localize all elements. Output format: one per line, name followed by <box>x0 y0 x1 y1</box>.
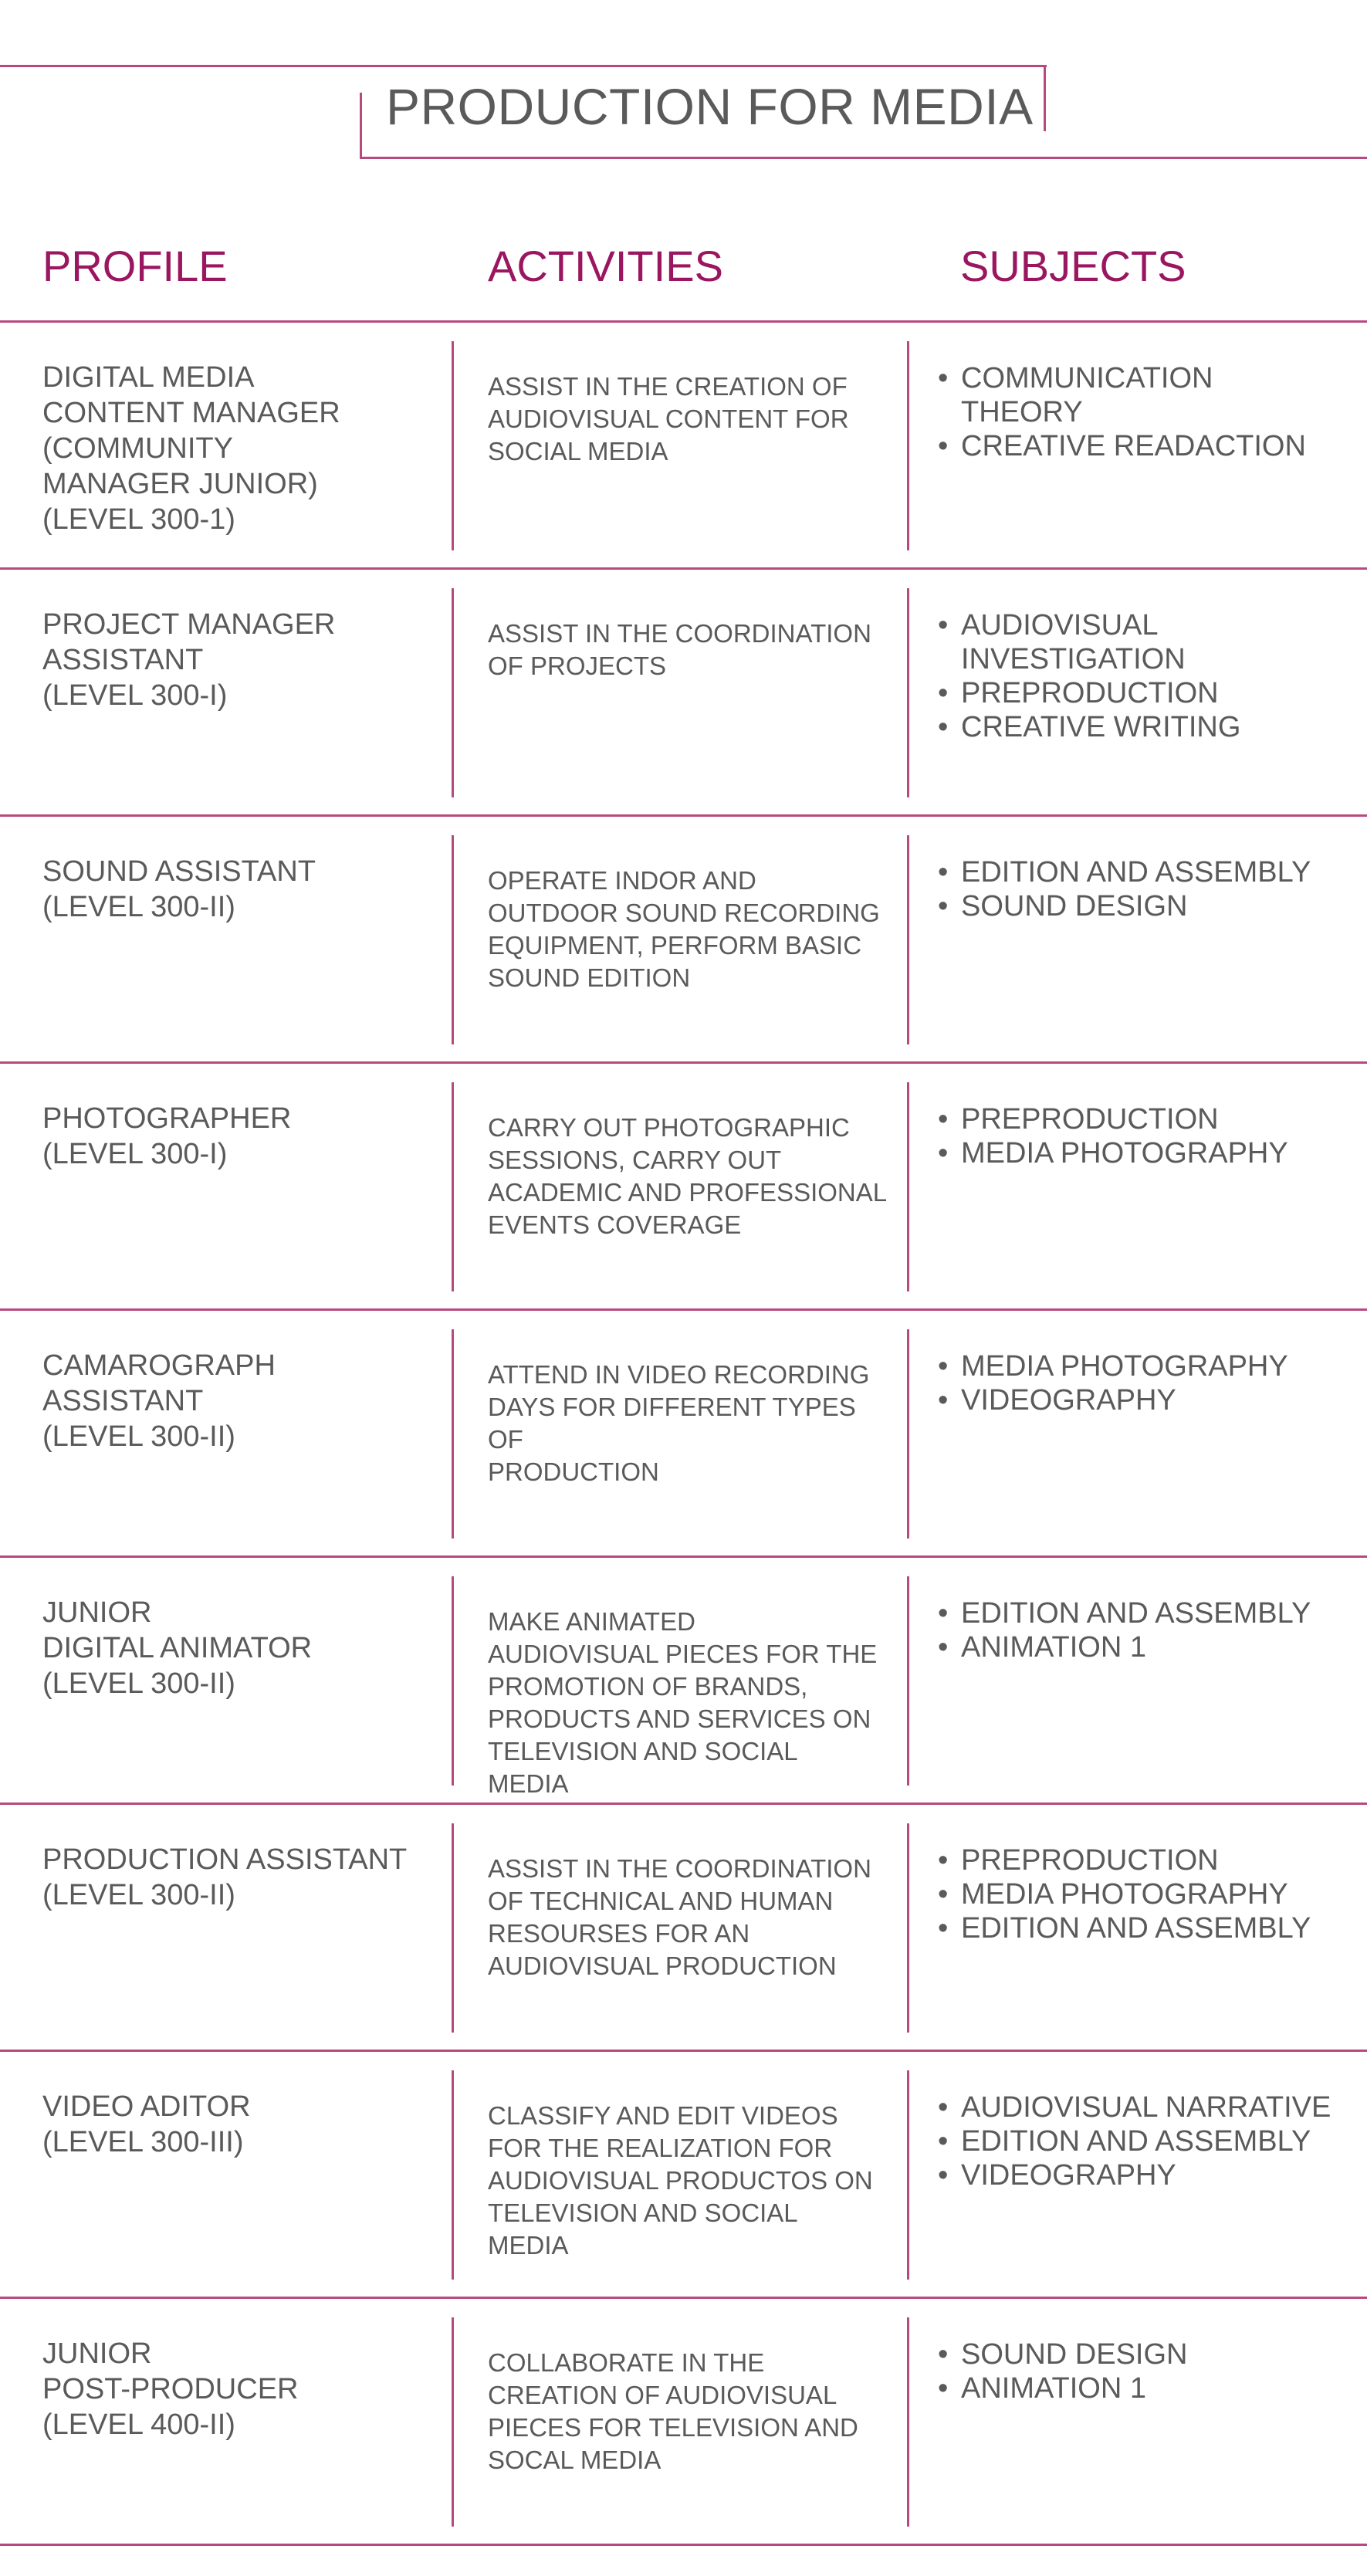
column-header-subjects: SUBJECTS <box>960 242 1186 290</box>
activity-cell: COLLABORATE IN THE CREATION OF AUDIOVISUAL PIECES FOR TELEVISION AND SOCAL MEDIA <box>488 2348 858 2474</box>
subject-item: • MEDIA PHOTOGRAPHY <box>938 1136 1359 1170</box>
subject-item: • AUDIOVISUAL INVESTIGATION <box>938 608 1359 676</box>
activity-cell: OPERATE INDOR AND OUTDOOR SOUND RECORDING EQUIPMENT, PERFORM BASIC SOUND EDITION <box>488 866 880 992</box>
column-divider <box>907 835 909 1044</box>
column-divider <box>907 341 909 550</box>
column-divider <box>907 1329 909 1538</box>
table-row <box>0 323 1367 570</box>
subject-item: • PREPRODUCTION <box>938 1843 1359 1877</box>
subject-item: • CREATIVE READACTION <box>938 429 1359 463</box>
table-row <box>0 2052 1367 2299</box>
table-row <box>0 817 1367 1064</box>
table-row <box>0 570 1367 817</box>
page-title: PRODUCTION FOR MEDIA <box>386 78 1034 135</box>
activity-cell: ASSIST IN THE COORDINATION OF PROJECTS <box>488 619 871 680</box>
subject-item: • SOUND DESIGN <box>938 2337 1359 2371</box>
title-frame-bottom-line <box>360 157 1367 159</box>
table-row <box>0 2299 1367 2546</box>
subject-item: • ANIMATION 1 <box>938 2371 1359 2405</box>
profile-cell: PRODUCTION ASSISTANT (LEVEL 300-II) <box>42 1843 408 1911</box>
subject-item: • EDITION AND ASSEMBLY <box>938 2124 1359 2158</box>
title-frame-right-tick <box>1044 65 1046 131</box>
activity-cell: MAKE ANIMATED AUDIOVISUAL PIECES FOR THE PROMOTION OF BRANDS, PRODUCTS AND SERVICES ON TELEVISION AND SOCIAL MEDIA <box>488 1607 878 1798</box>
profile-cell: CAMAROGRAPH ASSISTANT (LEVEL 300-II) <box>42 1349 276 1453</box>
activity-cell: CLASSIFY AND EDIT VIDEOS FOR THE REALIZATION FOR AUDIOVISUAL PRODUCTOS ON TELEVISION AND SOCIAL MEDIA <box>488 2101 873 2260</box>
column-divider <box>452 1329 454 1538</box>
column-divider <box>452 2070 454 2280</box>
table-row <box>0 1311 1367 1558</box>
column-divider <box>452 588 454 797</box>
table-row <box>0 1064 1367 1311</box>
column-divider <box>452 2317 454 2527</box>
subject-item: • SOUND DESIGN <box>938 889 1359 923</box>
subject-item: • EDITION AND ASSEMBLY <box>938 1911 1359 1945</box>
table-row <box>0 1558 1367 1805</box>
subject-item: • AUDIOVISUAL NARRATIVE <box>938 2090 1359 2124</box>
column-divider <box>907 1082 909 1291</box>
subject-item: • CREATIVE WRITING <box>938 710 1359 744</box>
column-divider <box>907 1576 909 1786</box>
column-header-profile: PROFILE <box>42 242 228 290</box>
subject-item: • MEDIA PHOTOGRAPHY <box>938 1877 1359 1911</box>
subjects-list <box>938 2337 1359 2405</box>
column-header-activities: ACTIVITIES <box>488 242 723 290</box>
column-divider <box>907 2317 909 2527</box>
activity-cell: ASSIST IN THE COORDINATION OF TECHNICAL AND HUMAN RESOURSES FOR AN AUDIOVISUAL PRODUCTION <box>488 1854 871 1980</box>
column-divider <box>452 341 454 550</box>
subject-item: • MEDIA PHOTOGRAPHY <box>938 1349 1359 1383</box>
subject-item: • EDITION AND ASSEMBLY <box>938 855 1359 889</box>
column-divider <box>452 1082 454 1291</box>
column-divider <box>907 588 909 797</box>
column-divider <box>452 835 454 1044</box>
column-divider <box>907 2070 909 2280</box>
subjects-list <box>938 1349 1359 1417</box>
subject-item: • PREPRODUCTION <box>938 676 1359 710</box>
profile-table <box>0 323 1367 2546</box>
subjects-list <box>938 1102 1359 1170</box>
subjects-list <box>938 608 1359 744</box>
subject-item: • VIDEOGRAPHY <box>938 1383 1359 1417</box>
title-frame-left-tick <box>360 93 362 159</box>
activity-cell: CARRY OUT PHOTOGRAPHIC SESSIONS, CARRY OUT ACADEMIC AND PROFESSIONAL EVENTS COVERAGE <box>488 1113 888 1239</box>
profile-cell: JUNIOR DIGITAL ANIMATOR (LEVEL 300-II) <box>42 1596 313 1700</box>
subject-item: • PREPRODUCTION <box>938 1102 1359 1136</box>
subjects-list <box>938 2090 1359 2192</box>
profile-cell: DIGITAL MEDIA CONTENT MANAGER (COMMUNITY MANAGER JUNIOR) (LEVEL 300-1) <box>42 361 340 536</box>
subjects-list <box>938 855 1359 923</box>
subject-item: • EDITION AND ASSEMBLY <box>938 1596 1359 1630</box>
profile-cell: VIDEO ADITOR (LEVEL 300-III) <box>42 2090 251 2158</box>
profile-cell: PROJECT MANAGER ASSISTANT (LEVEL 300-I) <box>42 608 336 712</box>
subjects-list <box>938 1843 1359 1945</box>
activity-cell: ATTEND IN VIDEO RECORDING DAYS FOR DIFFERENT TYPES OF PRODUCTION <box>488 1360 870 1486</box>
subjects-list <box>938 361 1359 463</box>
column-divider <box>452 1823 454 2033</box>
profile-cell: PHOTOGRAPHER (LEVEL 300-I) <box>42 1102 292 1170</box>
activity-cell: ASSIST IN THE CREATION OF AUDIOVISUAL CONTENT FOR SOCIAL MEDIA <box>488 372 849 465</box>
column-divider <box>452 1576 454 1786</box>
subject-item: • VIDEOGRAPHY <box>938 2158 1359 2192</box>
profile-cell: SOUND ASSISTANT (LEVEL 300-II) <box>42 855 316 923</box>
subjects-list <box>938 1596 1359 1664</box>
subject-item: • ANIMATION 1 <box>938 1630 1359 1664</box>
title-frame-top-line <box>0 65 1047 67</box>
column-divider <box>907 1823 909 2033</box>
table-row <box>0 1805 1367 2052</box>
profile-cell: JUNIOR POST-PRODUCER (LEVEL 400-II) <box>42 2337 299 2441</box>
subject-item: • COMMUNICATION THEORY <box>938 361 1359 429</box>
